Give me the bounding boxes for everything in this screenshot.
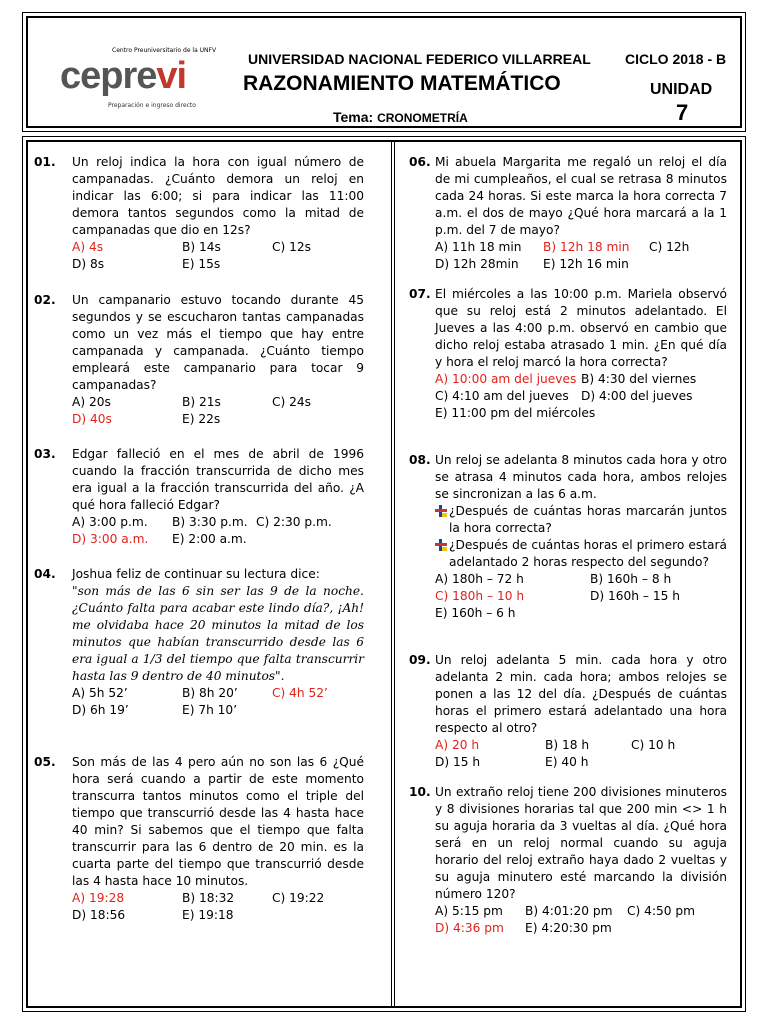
cycle-label: CICLO 2018 - B: [625, 51, 727, 67]
options: [435, 571, 727, 588]
logo-word: ceprevi: [60, 55, 187, 97]
option-d: D) 15 h: [435, 755, 481, 769]
questions-box: Un reloj indica la hora con igual número de campanadas. ¿Cuánto demora un reloj en indicar las 6:00; si para indicar las 11:00 demora tantos segundos como la mitad de campanadas que dio en 12s? A) 4s B) 14s C) 12s D) 8s E) 15s 01. 02. Un campanario estuvo tocando durante 45 segundos y se escucharon tantas campanadas como un vez más el tiempo que hay entre campanada y campanada. ¿Cuánto tiempo empleará este campanario para tocar 9 campanadas? A) 20s B) 21s C) 24s D) 40s E) 22s 03. Edgar falleció en el mes de abril de 1996 cuando la fracción transcurrida de dicho mes era igual a la fracción transcurrida del año. ¿A qué hora falleció Edgar? A) 3:00 p.m. B) 3:30 p.m. C) 2:30 p.m. D) 3:00 a.m. E) 2:00 a.m. 04. Joshua feliz de continuar su lectura dice: "son más de las 6 sin ser las 9 de la noche. ¿Cuánto falta para acabar este lindo día?, ¡Ah! me olvidaba hace 20 minutos la mitad de los minutos que habían transcurrido desde las 6 era igual a 1/3 del tiempo que falta transcurrir hasta las 9 dentro de 40 minutos". A) 5h 52’ B) 8h 20’ C) 4h 52’ D) 6h 19’ E) 7h 10’ 05. Son más de las 4 pero aún no son las 6 ¿Qué hora será cuando a partir de este momento transcurra tantos minutos como el triple del tiempo que transcurrió desde las 4 hasta hace 40 min? Si sabemos que el tiempo que falta transcurrir para las 6 dentro de 20 min. es la cuarta parte del tiempo que transcurrió desde las 4 hasta hace 10 minutos. A) 19:28 B) 18:32 C) 19:22 D) 18:56 E) 19:18 06. Mi abuela Margarita me regaló un reloj el día de mi cumpleaños, el cual se retrasa 8 minutos cada 24 horas. Si este marca la hora correcta 7 a.m. el dos de mayo ¿Qué hora marcará a la 1 p.m. del 7 de mayo? A) 11h 18 min B) 12h 18 min C) 12h D) 12h 28min E) 12h 16 min 07. El miércoles a las 10:00 p.m. Mariela observó que su reloj está 2 minutos adelantado. El Jueves a las 4:00 p.m. observó en cambio que dicho reloj estaba atrasado 1 min. ¿En qué día y hora el reloj marcó la hora correcta? A) 10:00 am del jueves B) 4:30 del viernes C) 4:10 am del jueves D) 4:00 del jueves E) 11:00 pm del miércoles 08. Un reloj se adelanta 8 minutos cada hora y otro se atrasa 4 minutos cada hora, ambos relojes se sincronizan a las 6 a.m. ¿Después de cuántas horas marcarán juntos la hora correcta? ¿Después de cuántas horas el primero estará adelantado 2 horas respecto del segundo? A) 180h – 72 h B) 160h – 8 h C) 180h – 10 h D) 160h – 15 h E) 160h – 6 h 09. Un reloj adelanta 5 min. cada hora y otro adelanta 2 min. cada hora; ambos relojes se ponen a las 12 del día. ¿Después de cuántas horas el primero estará adelantado una hora respecto al otro? A) 20 h B) 18 h C) 10 h D) 15 h E) 40 h 10. Un extraño reloj tiene 200 divisiones minuteros y 8 divisiones horarias tal que 200 min <> 1 h su aguja horaria da 3 vueltas al día. ¿Qué hora será en un reloj normal cuando su aguja horario del reloj extraño haya dado 2 vueltas y su aguja minutero esté marcando la división número 120? A) 5:15 pm B) 4:01:20 pm C) 4:50 pm D) 4:36 pm E) 4:20:30 pm: [26, 140, 742, 1008]
options: [72, 907, 364, 924]
options: [435, 754, 727, 771]
question-text: Un reloj adelanta 5 min. cada hora y otro adelanta 2 min. cada hora; ambos relojes se ponen a las 12 del día. ¿Después de cuántas horas el primero estará adelantado una hora respecto al otro?: [435, 653, 727, 735]
option-c: C) 24s: [272, 395, 311, 409]
options: [72, 239, 364, 256]
bullet-icon: [435, 539, 449, 551]
options: [435, 920, 727, 937]
question-quote: "son más de las 6 sin ser las 9 de la noche. ¿Cuánto falta para acabar este lindo día?, ¡Ah! me olvidaba hace 20 minutos la mitad de los minutos que habían transcurrido desde las 6 era igual a 1/3 del tiempo que falta transcurrir hasta las 9 dentro de 40 minutos".: [72, 584, 364, 683]
option-e: E) 160h – 6 h: [435, 606, 516, 620]
option-b: B) 4:01:20 pm: [525, 904, 613, 918]
question-05: [34, 754, 364, 924]
question-text: Un reloj indica la hora con igual número de campanadas. ¿Cuánto demora un reloj en indicar las 6:00; si para indicar las 11:00 demora tantos segundos como la mitad de campanadas que dio en 12s?: [72, 155, 364, 237]
option-a: A) 19:28: [72, 891, 125, 905]
option-d: D) 40s: [72, 412, 112, 426]
question-text: Un campanario estuvo tocando durante 45 segundos y se escucharon tantas campanadas como un vez más el tiempo que hay entre campanada y campanada. ¿Cuánto tiempo empleará este campanario para tocar 9 campanadas?: [72, 293, 364, 392]
question-text: Joshua feliz de continuar su lectura dice:: [72, 567, 320, 581]
options: [72, 256, 364, 273]
options: [72, 514, 364, 531]
option-e: E) 11:00 pm del miércoles: [435, 406, 596, 420]
options: [435, 371, 727, 388]
options: [72, 531, 364, 548]
options: [435, 737, 727, 754]
option-d: D) 160h – 15 h: [590, 589, 680, 603]
option-e: E) 2:00 a.m.: [172, 532, 247, 546]
question-number: 07.: [409, 287, 431, 301]
options: [435, 388, 727, 405]
option-e: E) 22s: [182, 412, 221, 426]
option-a: A) 4s: [72, 240, 104, 254]
logo-tagline: Preparación e ingreso directo: [108, 102, 196, 109]
option-c: C) 10 h: [631, 738, 676, 752]
option-c: C) 180h – 10 h: [435, 589, 525, 603]
unit-label: UNIDAD: [650, 81, 713, 98]
option-e: E) 7h 10’: [182, 703, 238, 717]
option-b: B) 18 h: [545, 738, 590, 752]
question-09: [409, 652, 727, 771]
option-c: C) 4:10 am del jueves: [435, 389, 569, 403]
question-number: 03.: [34, 447, 56, 461]
option-c: C) 12h: [649, 240, 690, 254]
option-e: E) 12h 16 min: [543, 257, 629, 271]
question-text: Edgar falleció en el mes de abril de 1996 cuando la fracción transcurrida de dicho mes era igual a la fracción transcurrida del año. ¿A qué hora falleció Edgar?: [72, 447, 364, 512]
question-number: 10.: [409, 785, 431, 799]
question-number: 04.: [34, 567, 56, 581]
option-c: C) 4h 52’: [272, 686, 328, 700]
option-b: B) 21s: [182, 395, 221, 409]
option-d: D) 12h 28min: [435, 257, 519, 271]
bullet-icon: [435, 505, 449, 517]
options: [435, 405, 727, 422]
options: [435, 903, 727, 920]
options: [72, 702, 364, 719]
question-07: [409, 286, 727, 422]
question-number: 09.: [409, 653, 431, 667]
option-b: B) 14s: [182, 240, 221, 254]
university-name: UNIVERSIDAD NACIONAL FEDERICO VILLARREAL: [248, 51, 591, 67]
option-e: E) 40 h: [545, 755, 589, 769]
option-a: A) 10:00 am del jueves: [435, 372, 577, 386]
option-d: D) 3:00 a.m.: [72, 532, 149, 546]
question-text: Un extraño reloj tiene 200 divisiones minuteros y 8 divisiones horarias tal que 200 min <> 1 h su aguja horaria da 3 vueltas al día. ¿Qué hora será en un reloj normal cuando su aguja horario del reloj extraño haya dado 2 vueltas y su aguja minutero esté marcando la división número 120?: [435, 785, 727, 901]
options: [72, 411, 364, 428]
option-a: A) 5:15 pm: [435, 904, 503, 918]
column-divider: [391, 142, 392, 1006]
question-text: El miércoles a las 10:00 p.m. Mariela observó que su reloj está 2 minutos adelantado. El Jueves a las 4:00 p.m. observó en cambio que dicho reloj estaba atrasado 1 min. ¿En qué día y hora el reloj marcó la hora correcta?: [435, 287, 727, 369]
options: [435, 256, 727, 273]
topic: Tema: CRONOMETRÍA: [333, 109, 468, 125]
options: [435, 588, 727, 605]
option-d: D) 4:36 pm: [435, 921, 504, 935]
question-text: Un reloj se adelanta 8 minutos cada hora y otro se atrasa 4 minutos cada hora, ambos relojes se sincronizan a las 6 a.m.: [435, 453, 727, 501]
options: [435, 605, 727, 622]
options: [72, 890, 364, 907]
question-number: 02.: [34, 293, 56, 307]
option-b: B) 8h 20’: [182, 686, 238, 700]
question-number: 06.: [409, 155, 431, 169]
options: [435, 239, 727, 256]
option-a: A) 20 h: [435, 738, 480, 752]
option-d: D) 18:56: [72, 908, 126, 922]
option-a: A) 20s: [72, 395, 111, 409]
option-b: B) 3:30 p.m.: [172, 515, 248, 529]
option-b: B) 160h – 8 h: [590, 572, 672, 586]
question-number: 08.: [409, 453, 431, 467]
logo-small-text: Centro Preuniversitario de la UNFV: [112, 47, 217, 54]
option-c: C) 4:50 pm: [627, 904, 695, 918]
question-06: [409, 154, 727, 273]
option-d: D) 8s: [72, 257, 105, 271]
option-a: A) 3:00 p.m.: [72, 515, 148, 529]
option-c: C) 12s: [272, 240, 311, 254]
option-a: A) 180h – 72 h: [435, 572, 524, 586]
cepreVi-logo: [50, 44, 217, 118]
question-text: Mi abuela Margarita me regaló un reloj el día de mi cumpleaños, el cual se retrasa 8 minutos cada 24 horas. Si este marca la hora correcta 7 a.m. el dos de mayo ¿Qué hora marcará a la 1 p.m. del 7 de mayo?: [435, 155, 727, 237]
option-a: A) 11h 18 min: [435, 240, 522, 254]
question-01: [72, 154, 364, 273]
question-08: [409, 452, 727, 622]
option-a: A) 5h 52’: [72, 686, 128, 700]
options: [72, 394, 364, 411]
option-e: E) 15s: [182, 257, 221, 271]
option-e: E) 19:18: [182, 908, 234, 922]
question-10: [409, 784, 727, 937]
question-04: [34, 566, 364, 719]
option-c: C) 2:30 p.m.: [256, 515, 332, 529]
unit-number: 7: [676, 100, 689, 125]
option-d: D) 4:00 del jueves: [581, 389, 693, 403]
question-number: 05.: [34, 755, 56, 769]
option-b: B) 18:32: [182, 891, 235, 905]
options: [72, 685, 364, 702]
question-02: [34, 292, 364, 428]
question-03: [34, 446, 364, 548]
bullet-item: ¿Después de cuántas horas el primero estará adelantado 2 horas respecto del segundo?: [435, 537, 727, 571]
header-box: [26, 16, 742, 128]
option-b: B) 4:30 del viernes: [581, 372, 697, 386]
bullet-item: ¿Después de cuántas horas marcarán juntos la hora correcta?: [435, 503, 727, 537]
course-title: RAZONAMIENTO MATEMÁTICO: [243, 72, 561, 95]
option-b: B) 12h 18 min: [543, 240, 630, 254]
option-c: C) 19:22: [272, 891, 325, 905]
question-text: Son más de las 4 pero aún no son las 6 ¿Qué hora será cuando a partir de este momento transcurra tantos minutos como el triple del tiempo que transcurrió desde las 4 hasta hace 40 min? Si sabemos que el tiempo que falta transcurrir para las 6 dentro de 20 min. es la cuarta parte del tiempo que transcurrió desde las 4 hasta hace 10 minutos.: [72, 755, 364, 888]
option-e: E) 4:20:30 pm: [525, 921, 612, 935]
option-d: D) 6h 19’: [72, 703, 129, 717]
